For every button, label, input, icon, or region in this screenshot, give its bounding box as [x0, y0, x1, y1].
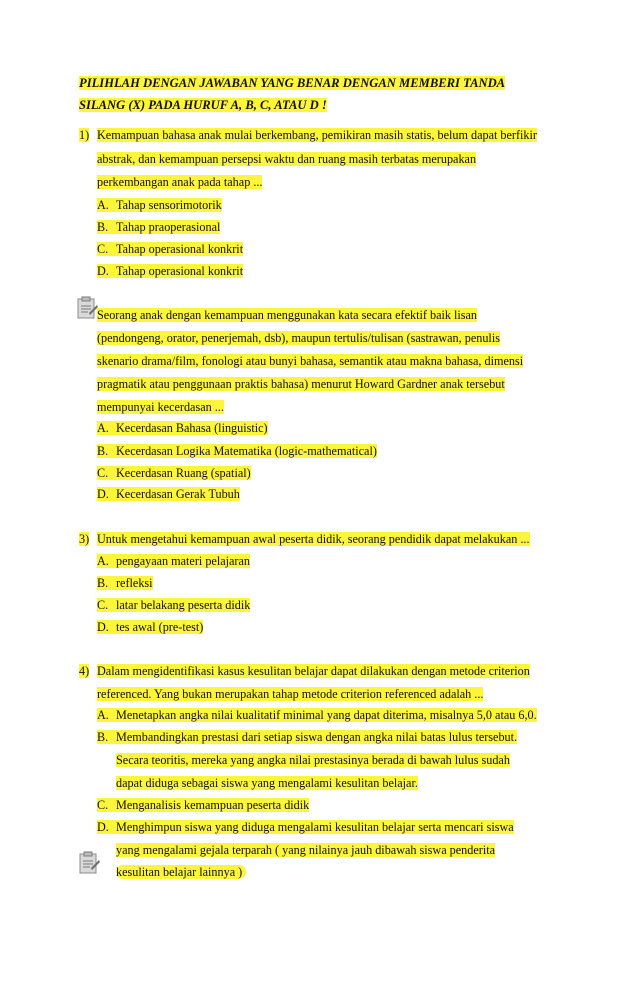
question-4-text-line: Dalam mengidentifikasi kasus kesulitan belajar dapat dilakukan dengan metode criterion — [97, 664, 530, 678]
question-3-number: 3) — [79, 532, 90, 546]
question-4-option-b: B. Membandingkan prestasi dari setiap siswa dengan angka nilai batas lulus tersebut. — [97, 730, 518, 744]
question-4-text-line: referenced. Yang bukan merupakan tahap metode criterion referenced adalah ... — [97, 687, 484, 701]
question-1-text-line: abstrak, dan kemampuan persepsi waktu dan ruang masih terbatas merupakan — [97, 152, 477, 166]
question-2-text-line: pragmatik atau penggunaan praktis bahasa) menurut Howard Gardner anak tersebut — [97, 377, 505, 391]
question-2-text-line: Seorang anak dengan kemampuan menggunakan kata secara efektif baik lisan — [97, 308, 478, 322]
question-3-text-line: Untuk mengetahui kemampuan awal peserta didik, seorang pendidik dapat melakukan ... — [97, 532, 530, 546]
question-1-option-b: B. Tahap praoperasional — [97, 220, 221, 234]
question-2-text-line: mempunyai kecerdasan ... — [97, 400, 224, 414]
question-4-option-a: A. Menetapkan angka nilai kualitatif minimal yang dapat diterima, misalnya 5,0 atau 6,0. — [97, 708, 537, 722]
question-1-text-line: perkembangan anak pada tahap ... — [97, 175, 263, 189]
question-4-option-d: D. Menghimpun siswa yang diduga mengalami kesulitan belajar serta mencari siswa — [97, 820, 514, 834]
question-2-option-b: B. Kecerdasan Logika Matematika (logic-mathematical) — [97, 444, 377, 458]
question-2-option-a: A. Kecerdasan Bahasa (linguistic) — [97, 421, 268, 435]
heading-line-2: SILANG (X) PADA HURUF A, B, C, ATAU D ! — [79, 98, 327, 112]
heading-line-1: PILIHLAH DENGAN JAWABAN YANG BENAR DENGAN MEMBERI TANDA — [79, 76, 506, 90]
question-3-option-b: B. refleksi — [97, 576, 153, 590]
question-4-option-b-continuation: Secara teoritis, mereka yang angka nilai prestasinya berada di bawah lulus sudah — [116, 753, 510, 767]
question-2-option-d: D. Kecerdasan Gerak Tubuh — [97, 487, 240, 501]
question-1-text-line: Kemampuan bahasa anak mulai berkembang, pemikiran masih statis, belum dapat berfikir — [97, 128, 537, 142]
question-1-number: 1) — [79, 128, 90, 142]
question-4-option-b-continuation: dapat diduga sebagai siswa yang mengalami kesulitan belajar. — [116, 776, 418, 790]
question-3-option-c: C. latar belakang peserta didik — [97, 598, 251, 612]
question-3-option-d: D. tes awal (pre-test) — [97, 620, 204, 634]
question-4-option-d-continuation: kesulitan belajar lainnya ) — [116, 864, 246, 880]
question-4-number: 4) — [79, 664, 90, 678]
question-2-text-line: skenario drama/film, fonologi atau bunyi bahasa, semantik atau makna bahasa, dimensi — [97, 354, 524, 368]
question-1-option-a: A. Tahap sensorimotorik — [97, 198, 222, 212]
question-3-option-a: A. pengayaan materi pelajaran — [97, 554, 250, 568]
question-2-option-c: C. Kecerdasan Ruang (spatial) — [97, 466, 251, 480]
question-1-option-c: C. Tahap operasional konkrit — [97, 242, 244, 256]
question-4-option-d-continuation: yang mengalami gejala terparah ( yang nilainya jauh dibawah siswa penderita — [116, 843, 496, 857]
sticky-note-icon[interactable] — [77, 296, 99, 320]
sticky-note-icon[interactable] — [79, 851, 101, 875]
question-4-option-c: C. Menganalisis kemampuan peserta didik — [97, 798, 310, 812]
question-1-option-d: D. Tahap operasional konkrit — [97, 264, 244, 278]
question-2-text-line: (pendongeng, orator, penerjemah, dsb), maupun tertulis/tulisan (sastrawan, penulis — [97, 331, 500, 345]
